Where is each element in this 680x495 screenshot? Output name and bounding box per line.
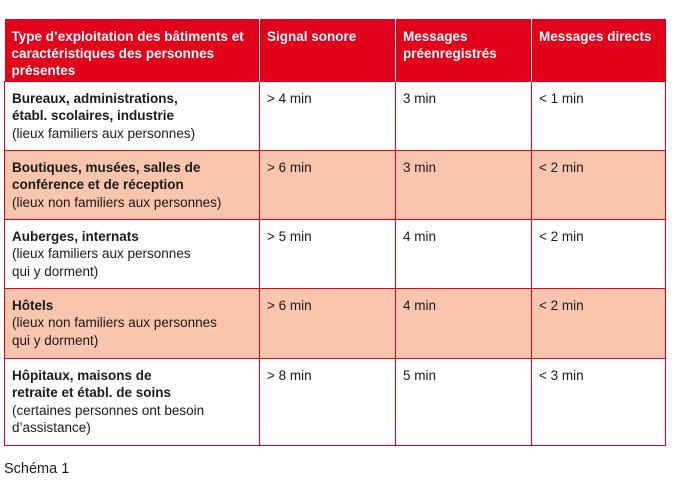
- messages-directs-cell: < 2 min: [532, 288, 666, 358]
- messages-preenregistres-cell: 4 min: [396, 288, 532, 358]
- table-header-row: [5, 19, 666, 81]
- signal-sonore-cell: > 5 min: [260, 219, 396, 288]
- building-type-note: d’assistance): [12, 420, 91, 435]
- building-type-note: (lieux non familiers aux personnes): [12, 194, 222, 210]
- messages-preenregistres-cell: 5 min: [396, 358, 532, 445]
- figure-caption: Schéma 1: [4, 461, 70, 477]
- table-row: [5, 219, 666, 288]
- signal-sonore-cell: > 6 min: [260, 288, 396, 358]
- building-type-note: qui y dorment): [12, 332, 99, 348]
- messages-preenregistres-cell: 3 min: [396, 150, 532, 219]
- building-type-name: Hôpitaux, maisons de: [12, 367, 152, 383]
- building-type-name: Boutiques, musées, salles de: [12, 159, 201, 175]
- building-type-note: (lieux familiers aux personnes: [12, 246, 191, 261]
- header-building-type: Type d’exploitation des bâtiments et caractéristiques des personnes présentes: [5, 19, 260, 81]
- building-type-cell: [5, 288, 260, 358]
- signal-sonore-cell: > 4 min: [260, 81, 396, 150]
- messages-directs-cell: < 2 min: [532, 219, 666, 288]
- evacuation-time-table: [4, 19, 666, 446]
- building-type-name: Auberges, internats: [12, 228, 139, 244]
- building-type-cell: [5, 219, 260, 288]
- signal-sonore-cell: > 8 min: [260, 358, 396, 445]
- building-type-name: établ. scolaires, industrie: [12, 108, 175, 123]
- building-type-note: (certaines personnes ont besoin: [12, 402, 205, 418]
- table-row: [5, 150, 666, 219]
- messages-preenregistres-cell: 3 min: [396, 81, 532, 150]
- messages-directs-cell: < 1 min: [532, 81, 666, 150]
- messages-preenregistres-cell: 4 min: [396, 219, 532, 288]
- table-row: [5, 81, 666, 150]
- header-messages-preenregistres: Messages préenregistrés: [396, 19, 532, 81]
- building-type-name: retraite et établ. de soins: [12, 385, 172, 400]
- building-type-cell: [5, 81, 260, 150]
- building-type-name: Hôtels: [12, 297, 54, 313]
- signal-sonore-cell: > 6 min: [260, 150, 396, 219]
- building-type-cell: [5, 150, 260, 219]
- table-row: [5, 288, 666, 358]
- table-row: [5, 358, 666, 445]
- building-type-cell: [5, 358, 260, 445]
- messages-directs-cell: < 2 min: [532, 150, 666, 219]
- building-type-name: Bureaux, administrations,: [12, 90, 178, 106]
- building-type-note: (lieux familiers aux personnes): [12, 125, 196, 141]
- building-type-note: (lieux non familiers aux personnes: [12, 315, 217, 330]
- building-type-note: qui y dorment): [12, 263, 99, 279]
- building-type-name: conférence et de réception: [12, 177, 184, 192]
- header-messages-directs: Messages directs: [532, 19, 666, 81]
- messages-directs-cell: < 3 min: [532, 358, 666, 445]
- header-signal-sonore: Signal sonore: [260, 19, 396, 81]
